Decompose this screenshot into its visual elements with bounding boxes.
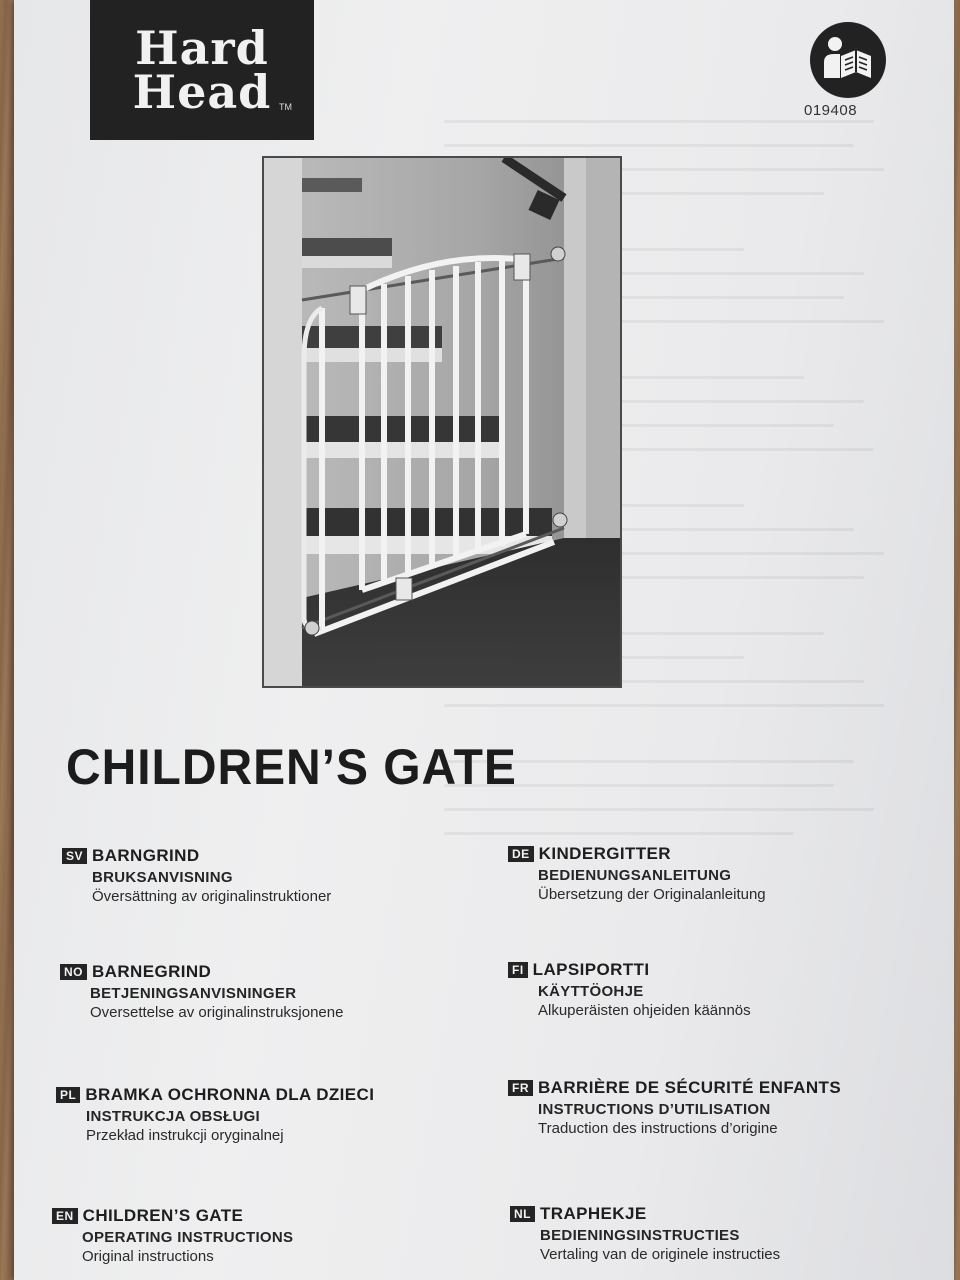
show-through-line [444, 704, 884, 707]
language-manual-type: KÄYTTÖOHJE [538, 983, 644, 1000]
language-block-no [60, 962, 450, 1021]
language-code-badge: NL [510, 1206, 535, 1222]
language-manual-type: BEDIENUNGSANLEITUNG [538, 867, 732, 884]
language-product-name: CHILDREN’S GATE [82, 1206, 244, 1225]
language-manual-type: OPERATING INSTRUCTIONS [82, 1229, 294, 1246]
language-product-name: KINDERGITTER [538, 844, 671, 863]
trademark-mark: TM [279, 102, 292, 112]
language-product-name: BRAMKA OCHRONNA DLA DZIECI [85, 1085, 375, 1104]
language-code-badge: NO [60, 964, 87, 980]
language-product-name: BARRIÈRE DE SÉCURITÉ ENFANTS [538, 1078, 842, 1097]
read-manual-icon [810, 22, 886, 98]
language-block-fr [508, 1078, 898, 1137]
language-translation-note: Original instructions [82, 1248, 214, 1265]
language-translation-note: Übersetzung der Originalanleitung [538, 886, 766, 903]
language-product-name: TRAPHEKJE [540, 1204, 647, 1223]
language-translation-note: Översättning av originalinstruktioner [92, 888, 332, 905]
language-block-sv [62, 846, 452, 905]
language-manual-type: BRUKSANVISNING [92, 869, 233, 886]
show-through-line [444, 808, 874, 811]
language-code-badge: FR [508, 1080, 533, 1096]
product-code: 019408 [804, 102, 858, 119]
show-through-line [444, 120, 874, 123]
language-manual-type: BEDIENINGSINSTRUCTIES [540, 1227, 740, 1244]
language-manual-type: INSTRUCTIONS D’UTILISATION [538, 1101, 771, 1118]
language-block-en [52, 1206, 442, 1265]
language-translation-note: Alkuperäisten ohjeiden käännös [538, 1002, 751, 1019]
language-product-name: BARNGRIND [92, 846, 200, 865]
brand-logo-line1: Hard [135, 21, 269, 75]
language-code-badge: SV [62, 848, 87, 864]
language-code-badge: FI [508, 962, 528, 978]
language-block-pl [56, 1085, 446, 1144]
language-translation-note: Vertaling van de originele instructies [540, 1246, 781, 1263]
language-product-name: LAPSIPORTTI [532, 960, 650, 979]
show-through-line [444, 832, 794, 835]
language-block-nl [510, 1204, 900, 1263]
brand-logo [90, 0, 314, 140]
language-code-badge: EN [52, 1208, 78, 1224]
language-code-badge: PL [56, 1087, 80, 1103]
product-photo [262, 156, 622, 688]
language-translation-note: Przekład instrukcji oryginalnej [86, 1127, 284, 1144]
language-block-fi [508, 960, 898, 1019]
brand-logo-line2: Head [132, 65, 272, 119]
manual-cover-page [14, 0, 954, 1280]
language-product-name: BARNEGRIND [92, 962, 212, 981]
language-code-badge: DE [508, 846, 534, 862]
language-manual-type: INSTRUKCJA OBSŁUGI [86, 1108, 261, 1125]
language-translation-note: Traduction des instructions d’origine [538, 1120, 778, 1137]
language-manual-type: BETJENINGSANVISNINGER [90, 985, 297, 1002]
show-through-line [444, 144, 854, 147]
language-block-de [508, 844, 898, 903]
language-translation-note: Oversettelse av originalinstruksjonene [90, 1004, 344, 1021]
document-title: CHILDREN’S GATE [66, 739, 517, 795]
